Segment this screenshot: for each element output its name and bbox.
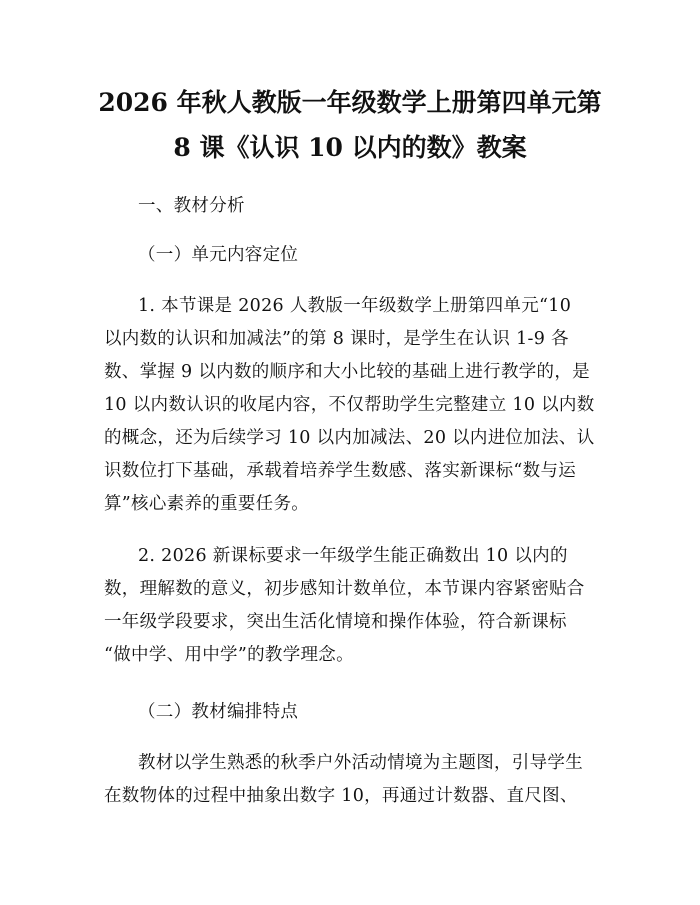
paragraph-line: 数、掌握 9 以内数的顺序和大小比较的基础上进行教学的，是 <box>104 362 590 382</box>
paragraph-line: 在数物体的过程中抽象出数字 10，再通过计数器、直尺图、 <box>104 786 578 806</box>
subsection-heading: （二）教材编排特点 <box>138 702 299 722</box>
paragraph-line: 的概念，还为后续学习 10 以内加减法、20 以内进位加法、认 <box>104 428 595 448</box>
subsection-heading: （一）单元内容定位 <box>138 245 299 265</box>
paragraph-line: 算”核心素养的重要任务。 <box>104 494 310 514</box>
paragraph-line: 10 以内数认识的收尾内容，不仅帮助学生完整建立 10 以内数 <box>104 395 595 415</box>
paragraph-line: 1. 本节课是 2026 人教版一年级数学上册第四单元“10 <box>138 296 572 316</box>
document-title-line-2: 8 课《认识 10 以内的数》教案 <box>173 133 527 162</box>
paragraph-line: 2. 2026 新课标要求一年级学生能正确数出 10 以内的 <box>138 546 568 566</box>
paragraph-line: 一年级学段要求，突出生活化情境和操作体验，符合新课标 <box>104 612 567 632</box>
paragraph-line: 识数位打下基础，承载着培养学生数感、落实新课标“数与运 <box>104 461 577 481</box>
paragraph-line: 教材以学生熟悉的秋季户外活动情境为主题图，引导学生 <box>138 753 583 773</box>
document-title-line-1: 2026 年秋人教版一年级数学上册第四单元第 <box>98 88 602 117</box>
paragraph-line: “做中学、用中学”的教学理念。 <box>104 645 354 665</box>
paragraph-line: 以内数的认识和加减法”的第 8 课时，是学生在认识 1-9 各 <box>104 329 569 349</box>
section-heading: 一、教材分析 <box>138 196 245 216</box>
paragraph-line: 数，理解数的意义，初步感知计数单位，本节课内容紧密贴合 <box>104 579 585 599</box>
